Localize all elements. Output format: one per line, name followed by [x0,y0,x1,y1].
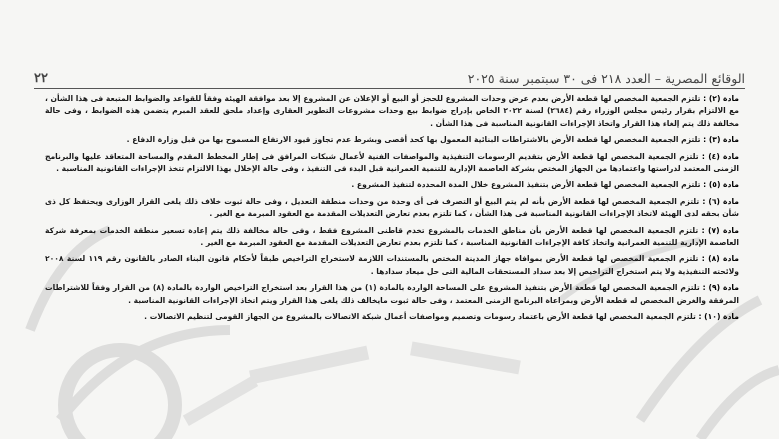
article-4 [45,151,739,176]
article-number: مادة (٩) : [702,283,739,293]
article-6 [45,196,739,221]
article-text: تلتزم الجمعية المخصص لها قطعة الأرض بتنفيذ المشروع خلال المدة المحددة لتنفيذ المشروع . [351,180,701,190]
article-number: مادة (٢) : [703,94,739,103]
watermark-letters [183,341,521,426]
article-number: مادة (٥) : [703,180,739,190]
article-text: تلتزم الجمعية المخصص لها قطعة الأرض بتنفيذ المشروع على المساحة الواردة بالمادة (١) من هذا القرار بعد استخراج التراخيص الواردة بالمادة (٨) من القرار وفقاً للاشتراطات المرفقة والغرض المخصص له قطعة الأرض وبمراعاة البرنامج الزمنى المعتمد ، وفى حالة ثبوت مايخالف ذلك يلغى هذا القرار ويتم اتخاذ الإجراءات القانونية المناسبة . [45,283,739,305]
article-number: مادة (٣) : [703,135,739,145]
document-body [45,93,739,328]
page-header [34,68,745,88]
article-number: مادة (٨) : [701,254,739,264]
article-number: مادة (١٠) : [698,312,739,322]
page-number: ٢٢ [34,70,48,86]
article-text: تلتزم الجمعية المخصص لها قطعة الأرض بتقديم الرسومات التنفيذية والمواصفات الفنية لأعمال شبكات المرافق فى إطار المخطط المقدم والمساحة المتعاقد عليها والبرنامج الزمنى المعتمد لدراستها واعتمادها من الجهاز المختص بشركة العاصمة الإدارية للتنمية العمرانية قبل البدء فى التنفيذ ، وفى حالة الإخلال بهذا الالتزام تتخذ الإجراءات القانونية المناسبة . [45,151,739,174]
article-number: مادة (٤) : [701,151,739,161]
article-text: تلتزم الجمعية المخصص لها قطعة الأرض بموافاة جهاز المدينة المختص بالمستندات اللازمة لاستخراج التراخيص طبقاً لأحكام قانون البناء الصادر بالقانون رقم ١١٩ لسنة ٢٠٠٨ ولائحته التنفيذية ولا يتم استخراج التراخيص إلا بعد سداد المستحقات المالية التى حل ميعاد سدادها . [45,254,739,276]
article-text: تلتزم الجمعية المخصص لها قطعة الأرض بالاشتراطات البنائية المعمول بها كحد أقصى وبشرط عدم تجاوز قيود الارتفاع المسموح بها من قبل وزارة الدفاع . [126,135,701,145]
article-3 [45,134,739,146]
article-2 [45,93,739,130]
article-text: تلتزم الجمعية المخصص لها قطعة الأرض بعدم عرض وحدات المشروع للحجز أو البيع أو الإعلان عن المشروع إلا بعد موافقة الهيئة وفقاً للقواعد والضوابط المتبعة فى هذا الشأن ، مع الالتزام بقرار رئيس مجلس الوزراء رقم (٢٦٨٤) لسنة ٢٠٢٢ الخاص بإدراج ضوابط بيع وحدات مشروعات التطوير العقارى وإعداد ملحق للعقد المبرم يتضمن هذه الضوابط ، وفى حالة مخالفة ذلك يتم إلغاء هذا القرار واتخاذ الإجراءات القانونية المناسبة فى هذا الشأن . [45,94,740,128]
article-8 [45,253,739,278]
header-title: الوقائع المصرية – العدد ٢١٨ فى ٣٠ سبتمبر سنة ٢٠٢٥ [467,70,745,86]
article-number: مادة (٦) : [702,196,739,206]
article-text: تلتزم الجمعية المخصص لها قطعة الأرض بأنه لم يتم البيع أو التصرف فى أى وحدة من وحدات منطقة التعديل ، وفى حالة ثبوت خلاف ذلك يلغى القرار الوزارى ويحتفظ كل ذى شأن بحقه لدى الهيئة لاتخاذ الإجراءات القانونية المناسبة فى هذا الشأن ، كما تلتزم بعدم تعارض التعديلات المقدمة مع العقود المبرمة مع الغير . [45,196,739,219]
article-7 [45,225,739,250]
article-5 [45,179,739,191]
article-number: مادة (٧) : [701,225,739,235]
article-10 [45,311,739,323]
article-9 [45,282,739,307]
header-rule [34,88,745,89]
article-text: تلتزم الجمعية المخصص لها قطعة الأرض باعتماد رسومات وتصميم ومواصفات أعمال شبكة الاتصالات بالمشروع من الجهاز القومى لتنظيم الاتصالات . [144,312,696,322]
article-text: تلتزم الجمعية المخصص لها قطعة الأرض بأن مناطق الخدمات بالمشروع تخدم قاطنى المشروع فقط ، وفى حالة مخالفة ذلك يتم إعادة تسعير منطقة الخدمات بمعرفة شركة العاصمة الإدارية للتنمية العمرانية واتخاذ كافة الإجراءات القانونية المناسبة ، كما تلتزم بعدم تعارض التعديلات المقدمة مع العقود المبرمة مع الغير . [45,225,739,248]
